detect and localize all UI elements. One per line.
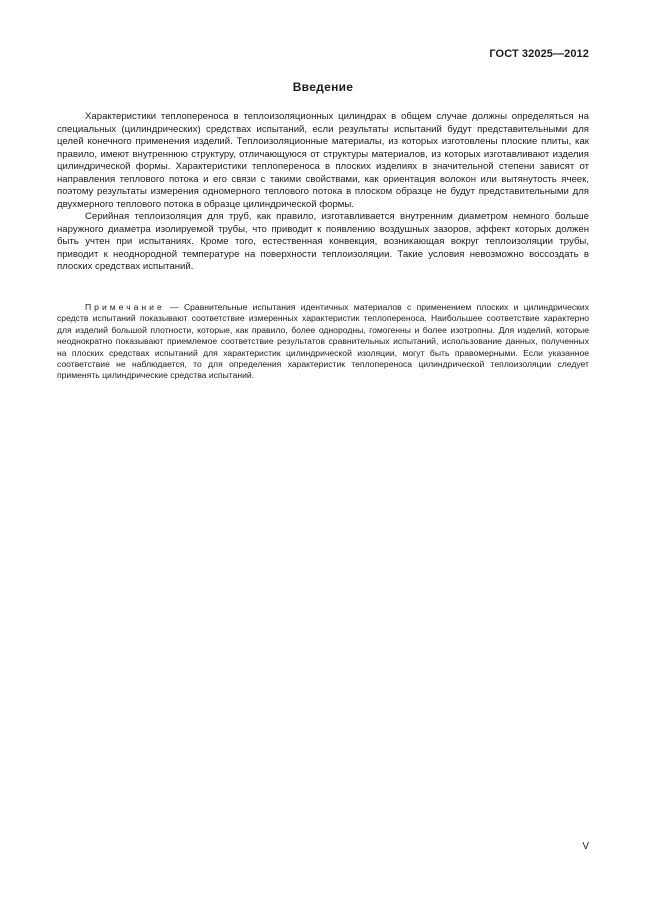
- introduction-body: [57, 111, 589, 274]
- standard-code: ГОСТ 32025—2012: [489, 48, 589, 60]
- section-title: Введение: [292, 80, 354, 94]
- paragraph: Характеристики теплопереноса в теплоизоляционных цилиндрах в общем случае должны определяться на специальных (цилиндрических) средствах испытаний, если результаты испытаний будут представительными для целей конечного применения изделий. Теплоизоляционные материалы, из которых изготовлены плоские плиты, как правило, имеют внутреннюю структуру, отличающуюся от структуры материалов, из которых изготавливают изделия цилиндрической формы. Характеристики теплопереноса в плоских изделиях в значительной степени зависят от направления теплового потока и его связи с такими свойствами, как ориентация волокон или вытянутость ячеек, поэтому результаты измерения одномерного теплового потока в плоском образце не будут представительными для двухмерного теплового потока в образце цилиндрической формы.: [57, 111, 589, 210]
- page-number: V: [582, 841, 589, 852]
- paragraph: Серийная теплоизоляция для труб, как правило, изготавливается внутренним диаметром немного больше наружного диаметра изолируемой трубы, что приводит к появлению воздушных зазоров, эффект которых должен быть учтен при испытаниях. Кроме того, естественная конвекция, возникающая вокруг теплоизоляции трубы, приводит к неоднородной температуре на поверхности теплоизоляции. Такие условия невозможно воссоздать в плоских средствах испытаний.: [57, 211, 589, 272]
- note-text: — Сравнительные испытания идентичных материалов с применением плоских и цилиндрических средств испытаний показывают соответствие измеренных характеристик теплопереноса. Наибольшее соответствие характерно для изделий большой плотности, которые, как правило, более однородны, гомогенны и более изотропны. Для изделий, которые неоднократно показывают приемлемое соответствие результатов сравнительных испытаний, использование данных, полученных на плоских средствах испытаний для характеристик цилиндрической изоляции, могут быть правомерными. Если указанное соответствие не наблюдается, то для определения характеристик теплопереноса цилиндрической теплоизоляции следует применять цилиндрические средства испытаний.: [57, 302, 589, 381]
- note-label: Примечание: [85, 302, 165, 312]
- note-paragraph: [57, 302, 589, 382]
- note-block: [57, 302, 589, 382]
